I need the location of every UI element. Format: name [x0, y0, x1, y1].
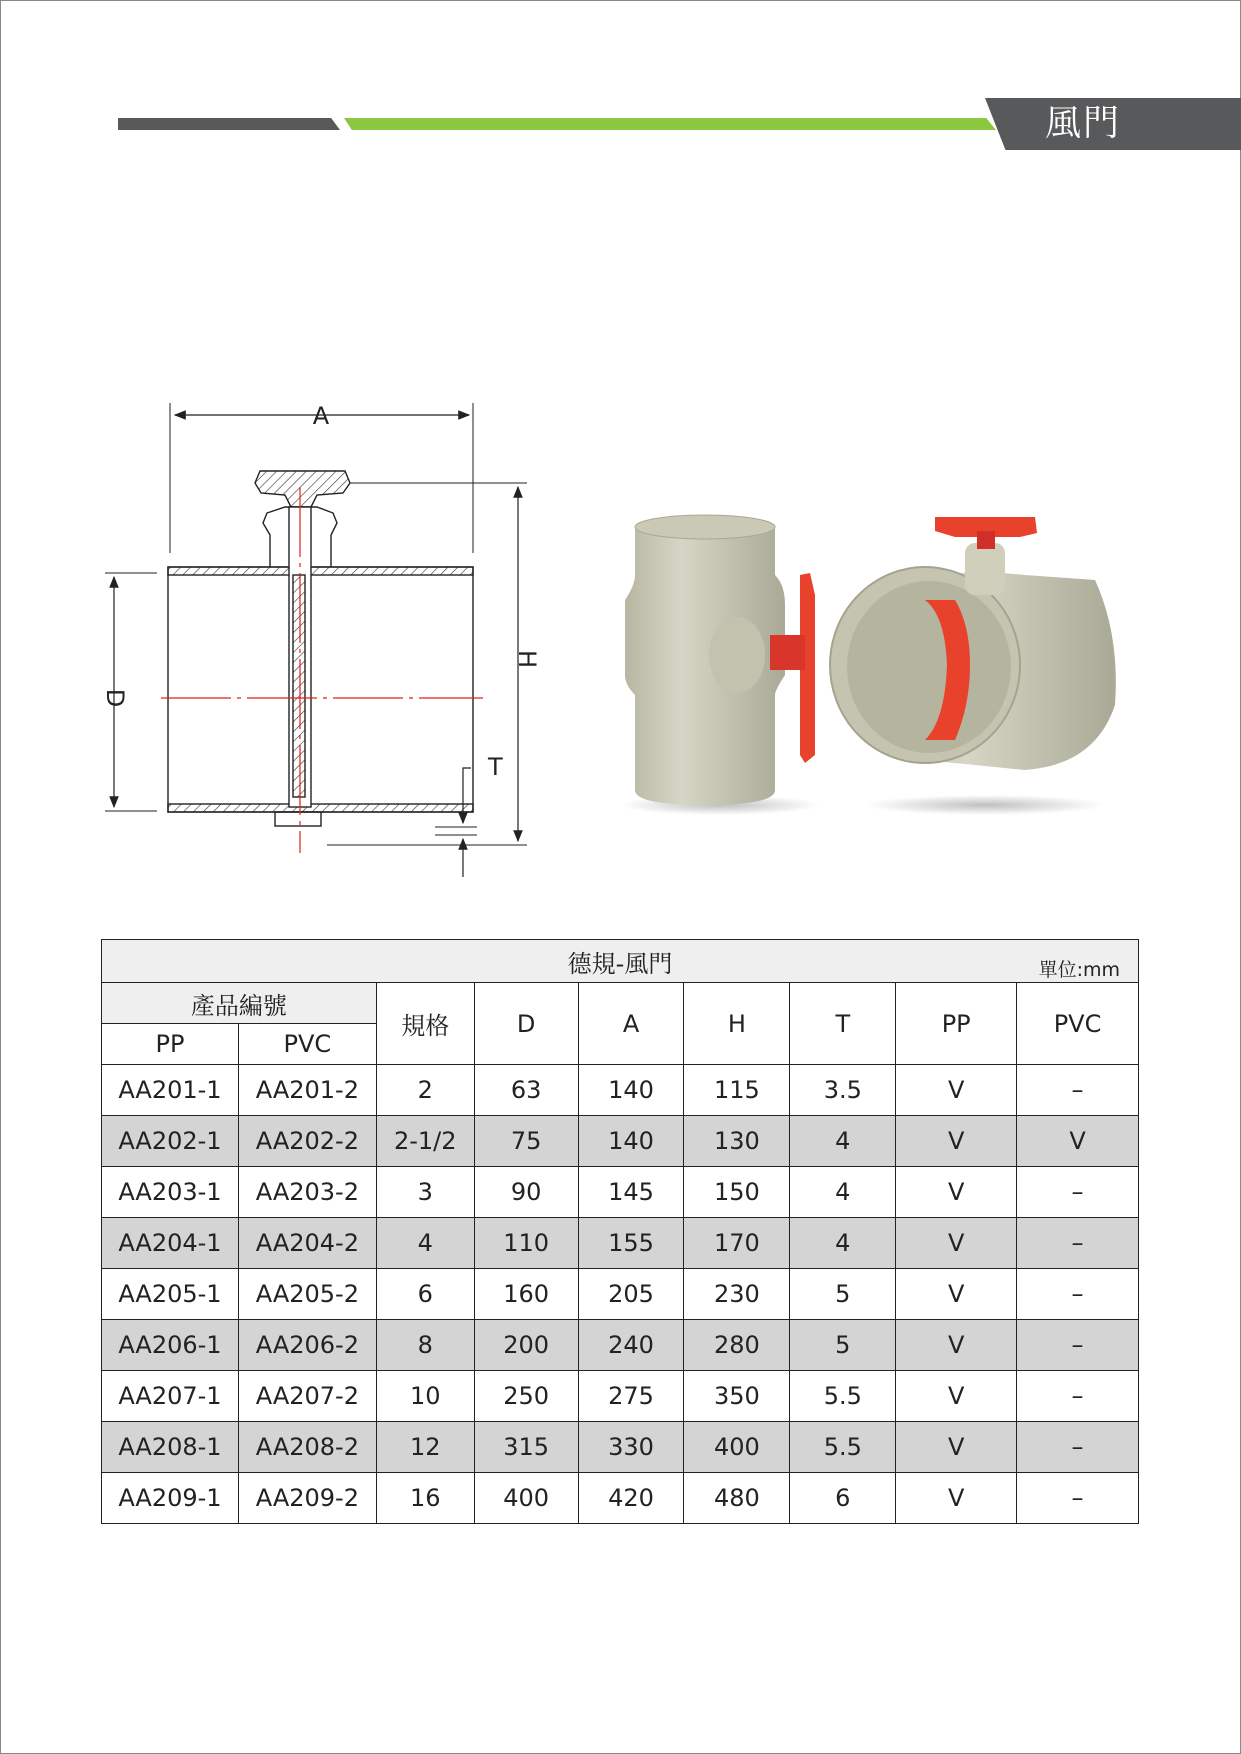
table-row: [102, 1422, 1139, 1473]
cell-t: 4: [790, 1116, 896, 1167]
col-header-spec: 規格: [376, 983, 474, 1065]
cell-pvc-code: AA207-2: [238, 1371, 376, 1422]
cell-d: 160: [474, 1269, 578, 1320]
col-header-a: A: [578, 983, 684, 1065]
table-row: [102, 1116, 1139, 1167]
cell-h: 130: [684, 1116, 790, 1167]
table-row: [102, 1473, 1139, 1524]
table-row: [102, 1269, 1139, 1320]
cell-d: 110: [474, 1218, 578, 1269]
cell-spec: 4: [376, 1218, 474, 1269]
cell-pvc: –: [1017, 1269, 1139, 1320]
cell-a: 140: [578, 1116, 684, 1167]
cell-pp-code: AA209-1: [102, 1473, 239, 1524]
dim-label-a: A: [312, 402, 330, 430]
cell-pp-code: AA206-1: [102, 1320, 239, 1371]
cell-a: 240: [578, 1320, 684, 1371]
cell-pvc: –: [1017, 1065, 1139, 1116]
cell-spec: 10: [376, 1371, 474, 1422]
cell-pp-code: AA201-1: [102, 1065, 239, 1116]
cell-pp: V: [896, 1167, 1017, 1218]
cell-pp: V: [896, 1473, 1017, 1524]
technical-drawing: [95, 395, 605, 885]
cell-t: 5.5: [790, 1371, 896, 1422]
table-title-row: [102, 940, 1139, 983]
col-header-pvc-code: PVC: [238, 1024, 376, 1065]
cell-pp: V: [896, 1218, 1017, 1269]
table-title: 德規-風門: [567, 949, 673, 978]
page-title: 風門: [1045, 103, 1122, 144]
cell-pvc-code: AA209-2: [238, 1473, 376, 1524]
product-photo: [625, 505, 1130, 820]
cell-spec: 2: [376, 1065, 474, 1116]
table-row: [102, 1371, 1139, 1422]
cell-a: 205: [578, 1269, 684, 1320]
cell-d: 400: [474, 1473, 578, 1524]
col-header-d: D: [474, 983, 578, 1065]
cell-t: 5: [790, 1320, 896, 1371]
table-unit: 單位:mm: [1038, 959, 1120, 981]
cell-a: 275: [578, 1371, 684, 1422]
col-header-pvc: PVC: [1017, 983, 1139, 1065]
cell-pvc-code: AA203-2: [238, 1167, 376, 1218]
cell-pvc-code: AA204-2: [238, 1218, 376, 1269]
cell-h: 150: [684, 1167, 790, 1218]
cell-d: 250: [474, 1371, 578, 1422]
dim-label-t: T: [488, 753, 503, 781]
cell-pp: V: [896, 1065, 1017, 1116]
cell-pp-code: AA207-1: [102, 1371, 239, 1422]
dim-label-d: D: [101, 688, 129, 708]
dim-label-h: H: [513, 649, 541, 669]
cell-d: 315: [474, 1422, 578, 1473]
cell-pp-code: AA204-1: [102, 1218, 239, 1269]
col-header-h: H: [684, 983, 790, 1065]
cell-h: 480: [684, 1473, 790, 1524]
cell-pvc-code: AA201-2: [238, 1065, 376, 1116]
cell-pvc: –: [1017, 1218, 1139, 1269]
table-header-row: [102, 983, 1139, 1024]
cell-h: 350: [684, 1371, 790, 1422]
cell-pvc-code: AA208-2: [238, 1422, 376, 1473]
cell-spec: 16: [376, 1473, 474, 1524]
cell-t: 3.5: [790, 1065, 896, 1116]
cell-pvc: –: [1017, 1422, 1139, 1473]
table-body: [102, 1065, 1139, 1524]
cell-h: 400: [684, 1422, 790, 1473]
cell-h: 115: [684, 1065, 790, 1116]
header-bar-green: [344, 118, 996, 130]
cell-pvc: –: [1017, 1167, 1139, 1218]
cell-t: 4: [790, 1218, 896, 1269]
cell-spec: 12: [376, 1422, 474, 1473]
cell-h: 230: [684, 1269, 790, 1320]
cell-a: 330: [578, 1422, 684, 1473]
cell-t: 5: [790, 1269, 896, 1320]
cell-spec: 2-1/2: [376, 1116, 474, 1167]
table-row: [102, 1167, 1139, 1218]
cell-pvc-code: AA206-2: [238, 1320, 376, 1371]
cell-pvc: –: [1017, 1371, 1139, 1422]
cell-pp-code: AA202-1: [102, 1116, 239, 1167]
col-header-t: T: [790, 983, 896, 1065]
cell-pvc-code: AA202-2: [238, 1116, 376, 1167]
col-header-pp: PP: [896, 983, 1017, 1065]
cell-d: 63: [474, 1065, 578, 1116]
cell-spec: 8: [376, 1320, 474, 1371]
spec-table: [101, 939, 1139, 1524]
cell-pvc: V: [1017, 1116, 1139, 1167]
cell-t: 5.5: [790, 1422, 896, 1473]
cell-pvc-code: AA205-2: [238, 1269, 376, 1320]
cell-pp-code: AA208-1: [102, 1422, 239, 1473]
cell-spec: 3: [376, 1167, 474, 1218]
col-header-pp-code: PP: [102, 1024, 239, 1065]
table-row: [102, 1320, 1139, 1371]
cell-pvc: –: [1017, 1473, 1139, 1524]
cell-pp-code: AA203-1: [102, 1167, 239, 1218]
col-header-product-code: 產品編號: [102, 983, 377, 1024]
cell-t: 4: [790, 1167, 896, 1218]
cell-pp: V: [896, 1320, 1017, 1371]
header-bar-gray: [118, 118, 340, 130]
cell-a: 145: [578, 1167, 684, 1218]
cell-d: 200: [474, 1320, 578, 1371]
cell-pp-code: AA205-1: [102, 1269, 239, 1320]
cell-spec: 6: [376, 1269, 474, 1320]
cell-pp: V: [896, 1371, 1017, 1422]
cell-a: 420: [578, 1473, 684, 1524]
cell-h: 170: [684, 1218, 790, 1269]
cell-pvc: –: [1017, 1320, 1139, 1371]
cell-a: 140: [578, 1065, 684, 1116]
cell-d: 90: [474, 1167, 578, 1218]
cell-d: 75: [474, 1116, 578, 1167]
cell-pp: V: [896, 1116, 1017, 1167]
table-row: [102, 1218, 1139, 1269]
cell-h: 280: [684, 1320, 790, 1371]
table-row: [102, 1065, 1139, 1116]
cell-pp: V: [896, 1422, 1017, 1473]
cell-pp: V: [896, 1269, 1017, 1320]
cell-a: 155: [578, 1218, 684, 1269]
cell-t: 6: [790, 1473, 896, 1524]
table-title-cell: [102, 940, 1139, 983]
